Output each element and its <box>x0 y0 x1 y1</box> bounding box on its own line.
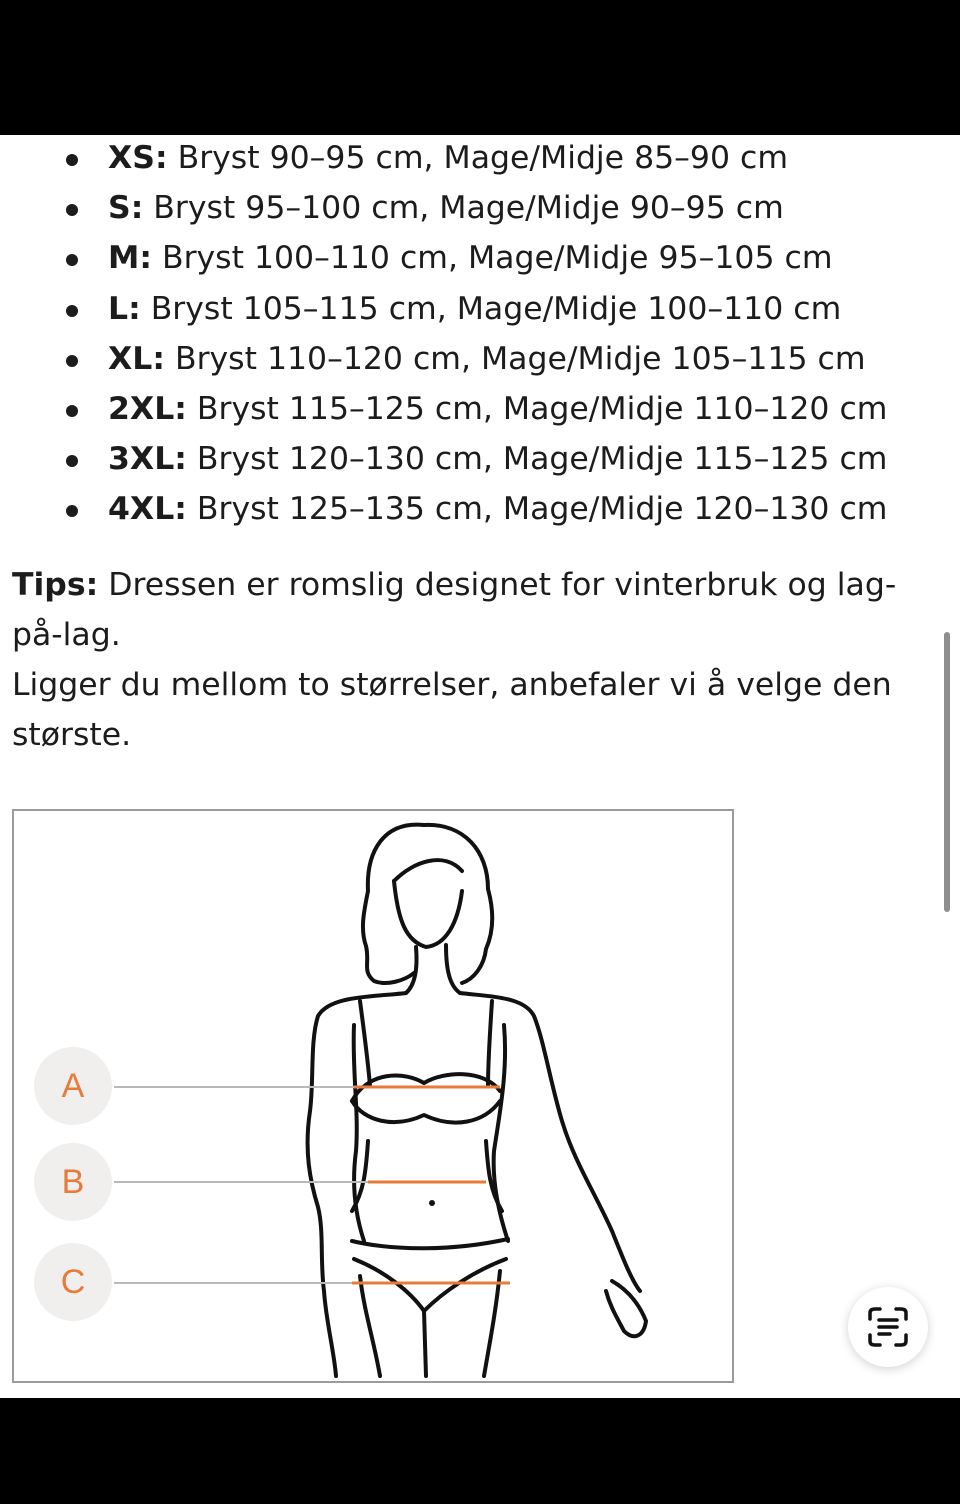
marker-c: C <box>34 1243 112 1321</box>
size-label: M <box>108 240 140 277</box>
marker-b: B <box>34 1143 112 1221</box>
size-detail: Bryst 110–120 cm, Mage/Midje 105–115 cm <box>164 340 866 377</box>
size-item-2xl: 2XL: Bryst 115–125 cm, Mage/Midje 110–120 cm <box>0 386 887 436</box>
size-label: 3XL <box>108 441 175 478</box>
size-detail: Bryst 90–95 cm, Mage/Midje 85–90 cm <box>167 140 789 176</box>
size-label: 4XL <box>108 491 175 528</box>
size-detail: Bryst 120–130 cm, Mage/Midje 115–125 cm <box>186 441 888 478</box>
size-detail: Bryst 100–110 cm, Mage/Midje 95–105 cm <box>151 240 833 277</box>
tips-line-2: Ligger du mellom to størrelser, anbefaler vi å velge den største. <box>12 667 892 753</box>
tips-text: Dressen er romslig designet for vinterbruk og lag-på-lag. <box>12 567 897 653</box>
bullet <box>66 305 78 317</box>
scrollbar-thumb[interactable] <box>944 632 950 912</box>
tips-paragraph <box>12 560 937 760</box>
size-item-4xl: 4XL: Bryst 125–135 cm, Mage/Midje 120–130 cm <box>0 486 887 536</box>
bullet <box>66 455 78 467</box>
measurement-figure <box>12 809 734 1383</box>
size-list <box>0 135 887 537</box>
bullet <box>66 204 78 216</box>
size-detail: Bryst 125–135 cm, Mage/Midje 120–130 cm <box>186 491 888 528</box>
size-label: L <box>108 290 129 327</box>
size-label: 2XL <box>108 390 175 427</box>
size-detail: Bryst 95–100 cm, Mage/Midje 90–95 cm <box>143 190 784 227</box>
size-item-3xl: 3XL: Bryst 120–130 cm, Mage/Midje 115–125 cm <box>0 436 887 486</box>
bottom-black-bar <box>0 1398 960 1504</box>
size-item-s: S: Bryst 95–100 cm, Mage/Midje 90–95 cm <box>0 185 887 235</box>
size-detail: Bryst 105–115 cm, Mage/Midje 100–110 cm <box>140 290 842 327</box>
size-label: S <box>108 190 131 227</box>
size-item-l: L: Bryst 105–115 cm, Mage/Midje 100–110 cm <box>0 286 887 336</box>
size-detail: Bryst 115–125 cm, Mage/Midje 110–120 cm <box>186 390 888 427</box>
bullet <box>66 355 78 367</box>
bullet <box>66 154 78 166</box>
bullet <box>66 405 78 417</box>
body-illustration <box>14 811 732 1381</box>
size-item-m: M: Bryst 100–110 cm, Mage/Midje 95–105 cm <box>0 235 887 285</box>
top-black-bar <box>0 0 960 135</box>
bullet <box>66 505 78 517</box>
scan-text-icon <box>866 1305 910 1349</box>
bullet <box>66 254 78 266</box>
size-item-xl: XL: Bryst 110–120 cm, Mage/Midje 105–115 cm <box>0 336 887 386</box>
scan-text-button[interactable] <box>848 1287 928 1367</box>
size-label: XS <box>108 140 155 176</box>
marker-a: A <box>34 1047 112 1125</box>
tips-label: Tips: <box>12 567 99 603</box>
size-item-xs: XS: Bryst 90–95 cm, Mage/Midje 85–90 cm <box>0 135 887 185</box>
size-label: XL <box>108 340 153 377</box>
tips-line-1 <box>12 560 937 660</box>
